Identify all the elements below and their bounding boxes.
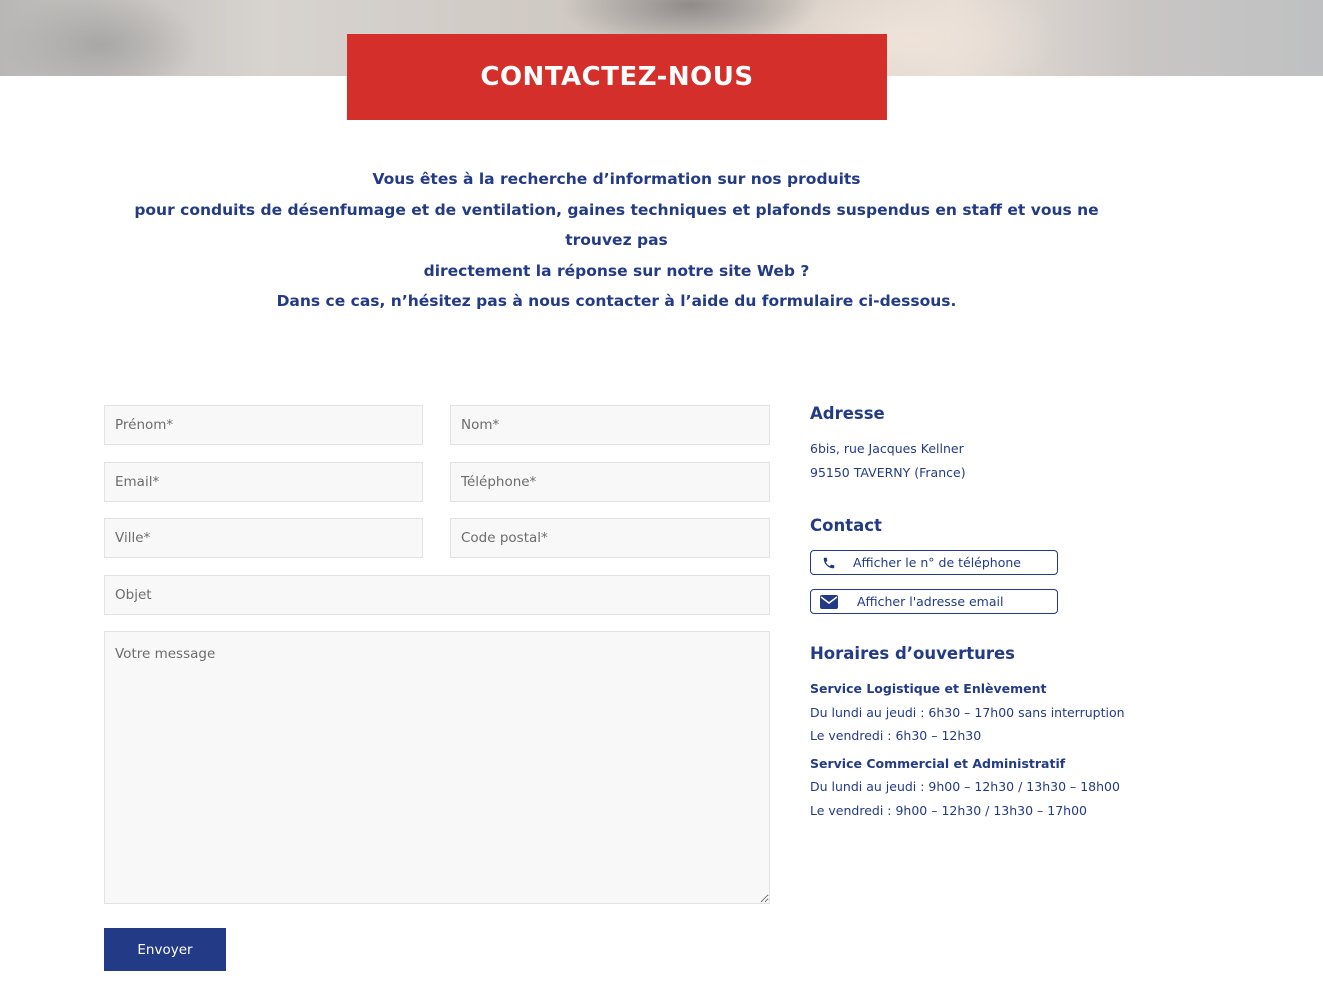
commercial-hours-line-2: Le vendredi : 9h00 – 12h30 / 13h30 – 17h00 [810, 803, 1088, 818]
intro-text [104, 164, 1129, 317]
logistics-hours-line-1: Du lundi au jeudi : 6h30 – 17h00 sans interruption [810, 705, 1125, 720]
contact-heading: Contact [810, 516, 882, 535]
show-phone-label: Afficher le n° de téléphone [853, 555, 1021, 570]
email-input[interactable] [104, 462, 423, 502]
commercial-service-title: Service Commercial et Administratif [810, 756, 1066, 771]
subject-input[interactable] [104, 575, 770, 615]
show-email-label: Afficher l'adresse email [857, 594, 1004, 609]
phone-input[interactable] [450, 462, 770, 502]
address-line-2: 95150 TAVERNY (France) [810, 465, 966, 480]
phone-icon [819, 555, 839, 571]
intro-line-2: pour conduits de désenfumage et de ventilation, gaines techniques et plafonds suspendus en staff et vous ne trouvez pas [134, 200, 1099, 249]
intro-line-1: Vous êtes à la recherche d’information sur nos produits [372, 170, 861, 188]
submit-button[interactable]: Envoyer [104, 928, 226, 971]
lastname-input[interactable] [450, 405, 770, 445]
page-title: CONTACTEZ-NOUS [480, 62, 754, 92]
city-input[interactable] [104, 518, 423, 558]
logistics-hours-line-2: Le vendredi : 6h30 – 12h30 [810, 728, 982, 743]
intro-line-4: Dans ce cas, n’hésitez pas à nous contacter à l’aide du formulaire ci-dessous. [276, 292, 957, 310]
commercial-hours-line-1: Du lundi au jeudi : 9h00 – 12h30 / 13h30 – 18h00 [810, 779, 1120, 794]
show-email-button[interactable] [810, 589, 1058, 614]
firstname-input[interactable] [104, 405, 423, 445]
message-textarea[interactable] [104, 631, 770, 904]
address-line-1: 6bis, rue Jacques Kellner [810, 441, 964, 456]
address-heading: Adresse [810, 404, 885, 423]
logistics-service-title: Service Logistique et Enlèvement [810, 681, 1047, 696]
postal-code-input[interactable] [450, 518, 770, 558]
envelope-icon [819, 594, 839, 610]
intro-line-3: directement la réponse sur notre site Web ? [423, 261, 810, 280]
hours-heading: Horaires d’ouvertures [810, 644, 1015, 663]
show-phone-button[interactable] [810, 550, 1058, 575]
page-title-box [347, 34, 887, 120]
